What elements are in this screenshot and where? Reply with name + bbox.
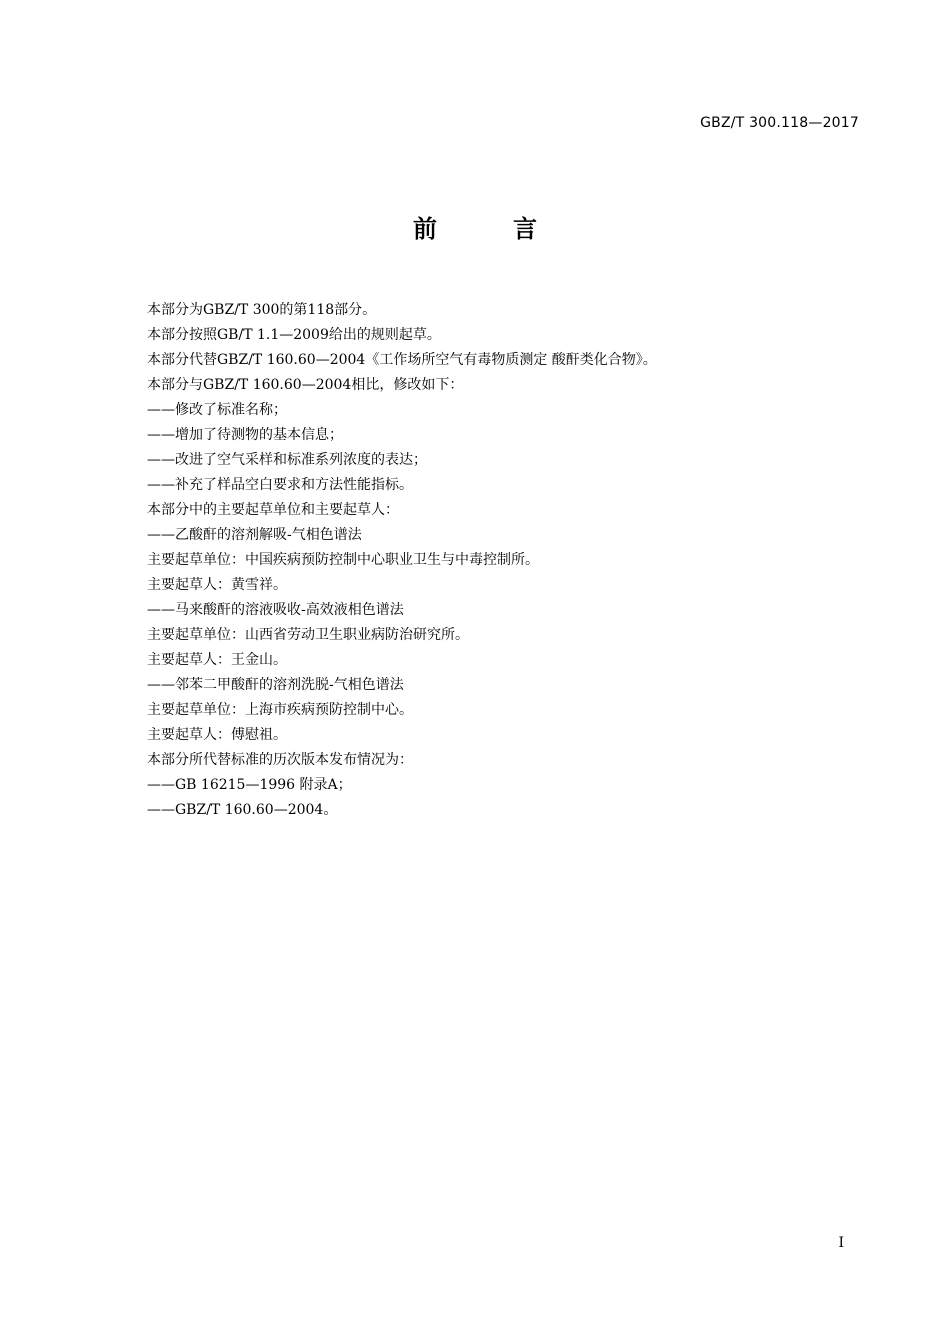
page-number: I bbox=[838, 1235, 844, 1251]
foreword-body bbox=[147, 298, 862, 823]
foreword-line: ——乙酸酐的溶剂解吸-气相色谱法 bbox=[147, 527, 362, 543]
foreword-line: 主要起草单位：山西省劳动卫生职业病防治研究所。 bbox=[147, 627, 469, 643]
foreword-line: ——修改了标准名称； bbox=[147, 402, 287, 418]
page-title bbox=[0, 212, 950, 246]
foreword-line: ——GBZ/T 160.60—2004。 bbox=[147, 802, 338, 818]
foreword-line: 主要起草单位：上海市疾病预防控制中心。 bbox=[147, 702, 413, 718]
foreword-line: 本部分与GBZ/T 160.60—2004相比，修改如下： bbox=[147, 377, 464, 393]
foreword-line: 本部分为GBZ/T 300的第118部分。 bbox=[147, 302, 377, 318]
foreword-line: 本部分所代替标准的历次版本发布情况为： bbox=[147, 752, 413, 768]
foreword-line: ——马来酸酐的溶液吸收-高效液相色谱法 bbox=[147, 602, 404, 618]
foreword-line: 主要起草人：王金山。 bbox=[147, 652, 287, 668]
foreword-line: ——改进了空气采样和标准系列浓度的表达； bbox=[147, 452, 427, 468]
foreword-line: 本部分代替GBZ/T 160.60—2004《工作场所空气有毒物质测定 酸酐类化合物》。 bbox=[147, 352, 657, 368]
standard-code-header: GBZ/T 300.118—2017 bbox=[700, 115, 859, 131]
foreword-line: ——补充了样品空白要求和方法性能指标。 bbox=[147, 477, 413, 493]
foreword-line: ——邻苯二甲酸酐的溶剂洗脱-气相色谱法 bbox=[147, 677, 404, 693]
page-title-char-1: 前 bbox=[413, 214, 437, 243]
foreword-line: 本部分中的主要起草单位和主要起草人： bbox=[147, 502, 399, 518]
foreword-line: ——增加了待测物的基本信息； bbox=[147, 427, 343, 443]
foreword-line: ——GB 16215—1996 附录A； bbox=[147, 777, 352, 793]
page-title-char-2: 言 bbox=[513, 214, 537, 243]
foreword-line: 主要起草人：黄雪祥。 bbox=[147, 577, 287, 593]
foreword-line: 本部分按照GB/T 1.1—2009给出的规则起草。 bbox=[147, 327, 441, 343]
foreword-line: 主要起草单位：中国疾病预防控制中心职业卫生与中毒控制所。 bbox=[147, 552, 539, 568]
foreword-line: 主要起草人：傅慰祖。 bbox=[147, 727, 287, 743]
